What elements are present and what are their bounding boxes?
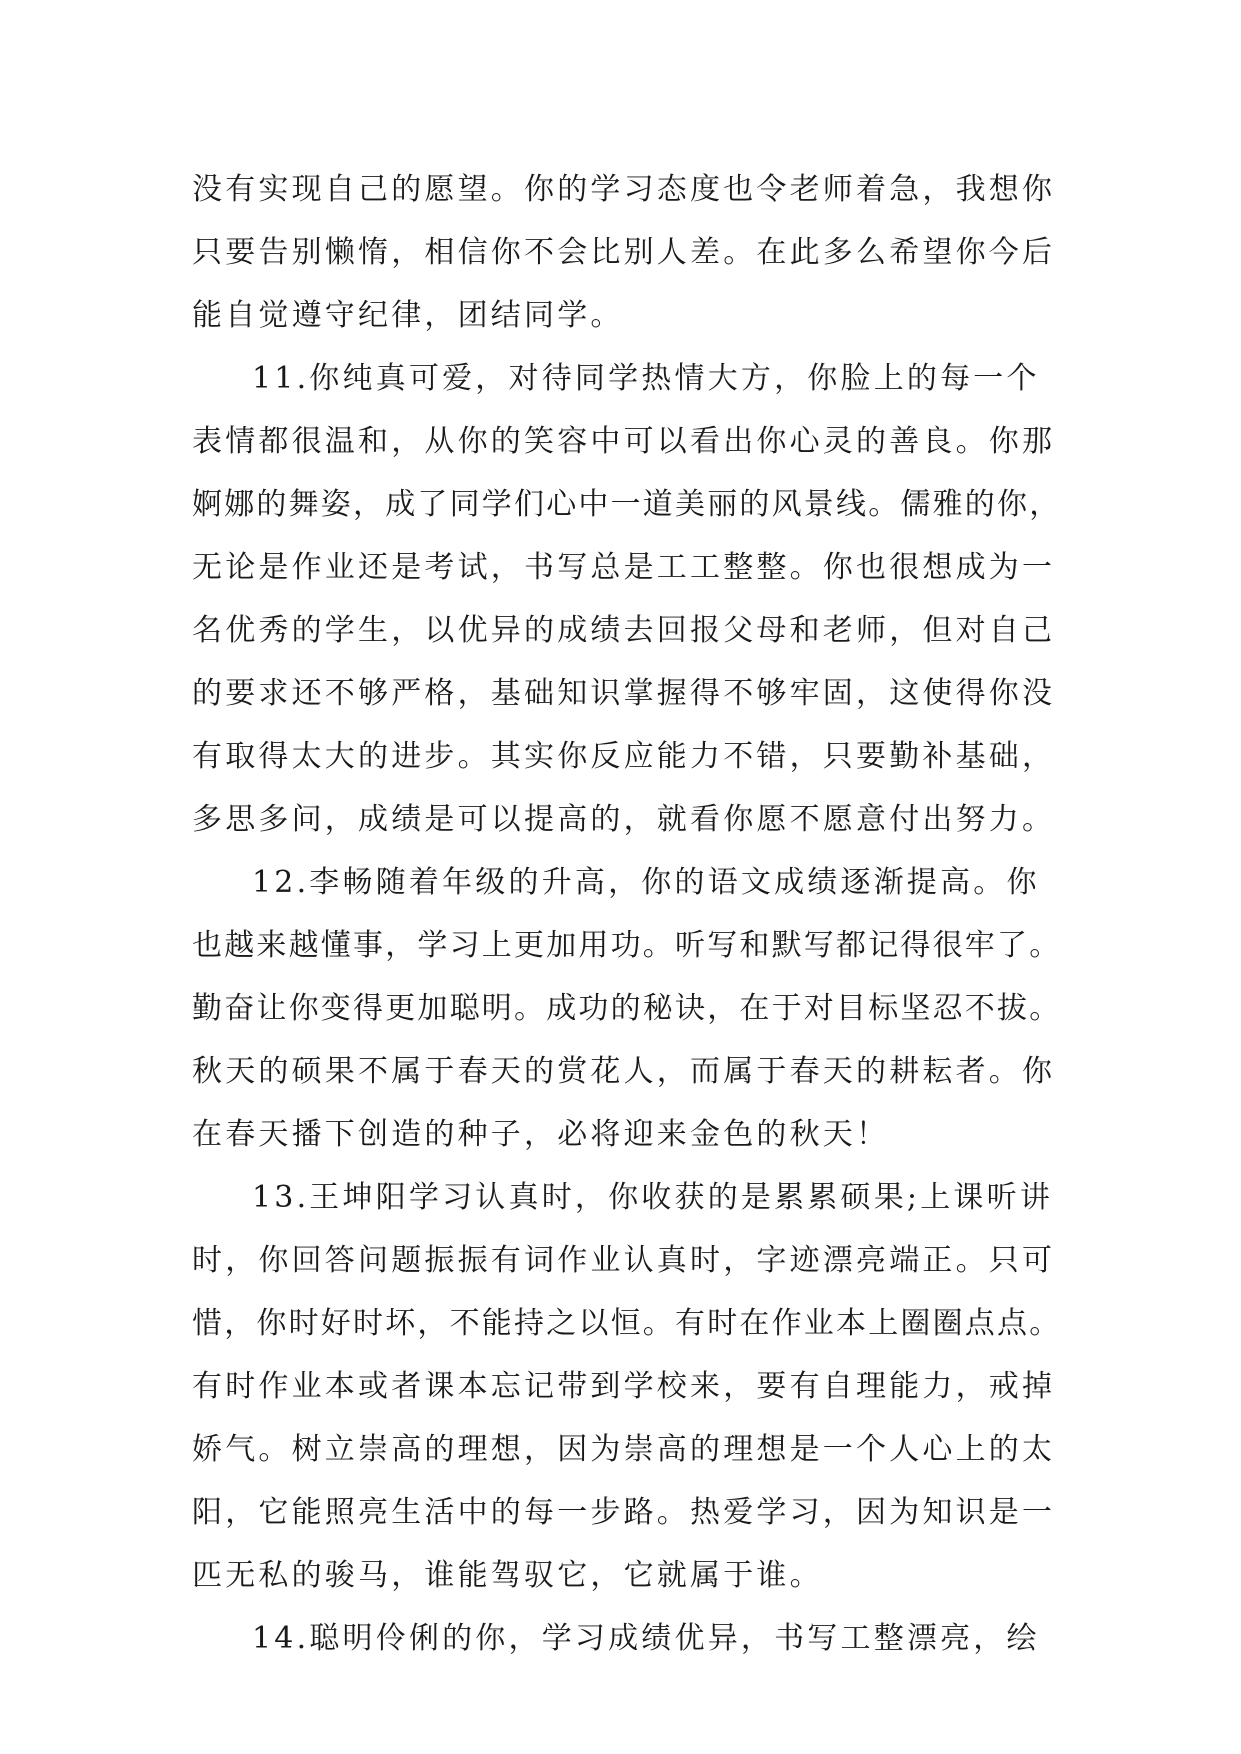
- text-line: 时，你回答问题振振有词作业认真时，字迹漂亮端正。只可: [192, 1243, 1056, 1278]
- text-line: 秋天的硕果不属于春天的赏花人，而属于春天的耕耘者。你: [192, 1054, 1056, 1089]
- text-line: 13.王坤阳学习认真时，你收获的是累累硕果;上课听讲: [252, 1180, 1054, 1215]
- text-line: 只要告别懒惰，相信你不会比别人差。在此多么希望你今后: [192, 235, 1056, 270]
- text-line: 惜，你时好时坏，不能持之以恒。有时在作业本上圈圈点点。: [192, 1306, 1062, 1341]
- text-line: 14.聪明伶俐的你，学习成绩优异，书写工整漂亮，绘: [252, 1621, 1040, 1656]
- text-line: 表情都很温和，从你的笑容中可以看出你心灵的善良。你那: [192, 424, 1056, 459]
- text-line: 婀娜的舞姿，成了同学们心中一道美丽的风景线。儒雅的你，: [192, 487, 1062, 522]
- text-line: 能自觉遵守纪律，团结同学。: [192, 298, 624, 333]
- text-line: 12.李畅随着年级的升高，你的语文成绩逐渐提高。你: [252, 865, 1040, 900]
- text-line: 娇气。树立崇高的理想，因为崇高的理想是一个人心上的太: [192, 1432, 1056, 1467]
- text-line: 勤奋让你变得更加聪明。成功的秘诀，在于对目标坚忍不拔。: [192, 991, 1062, 1026]
- text-line: 名优秀的学生，以优异的成绩去回报父母和老师，但对自己: [192, 613, 1056, 648]
- text-line: 有时作业本或者课本忘记带到学校来，要有自理能力，戒掉: [192, 1369, 1056, 1404]
- text-line: 11.你纯真可爱，对待同学热情大方，你脸上的每一个: [252, 361, 1040, 396]
- text-line: 的要求还不够严格，基础知识掌握得不够牢固，这使得你没: [192, 676, 1056, 711]
- text-line: 没有实现自己的愿望。你的学习态度也令老师着急，我想你: [192, 172, 1056, 207]
- document-body: [192, 158, 1062, 1670]
- text-line: 无论是作业还是考试，书写总是工工整整。你也很想成为一: [192, 550, 1056, 585]
- text-line: 有取得太大的进步。其实你反应能力不错，只要勤补基础，: [192, 739, 1056, 774]
- text-line: 阳，它能照亮生活中的每一步路。热爱学习，因为知识是一: [192, 1495, 1056, 1530]
- text-line: 在春天播下创造的种子，必将迎来金色的秋天！: [192, 1117, 890, 1152]
- text-line: 匹无私的骏马，谁能驾驭它，它就属于谁。: [192, 1558, 823, 1593]
- text-line: 多思多问，成绩是可以提高的，就看你愿不愿意付出努力。: [192, 802, 1056, 837]
- text-line: 也越来越懂事，学习上更加用功。听写和默写都记得很牢了。: [192, 928, 1062, 963]
